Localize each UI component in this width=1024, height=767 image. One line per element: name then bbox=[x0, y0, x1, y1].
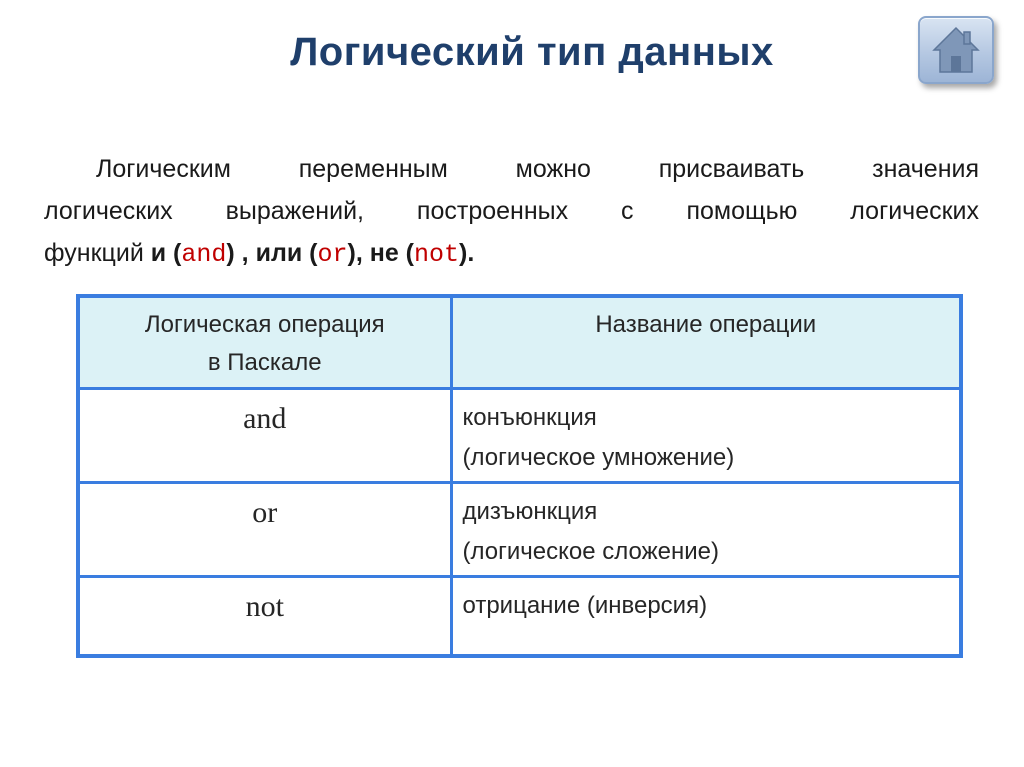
separator: , bbox=[234, 239, 256, 267]
intro-paragraph bbox=[44, 148, 979, 276]
table-row bbox=[80, 388, 959, 482]
header-operation-line1: Логическая операция bbox=[144, 311, 385, 338]
header-name-text: Название операции bbox=[595, 311, 817, 338]
operations-table bbox=[76, 294, 963, 658]
name-line: (логическое умножение) bbox=[462, 443, 735, 471]
name-line: (логическое сложение) bbox=[462, 537, 720, 565]
intro-line-1: Логическим переменным можно присваивать значения bbox=[96, 155, 979, 183]
home-icon bbox=[930, 24, 982, 76]
paren-close: ), bbox=[347, 239, 370, 267]
paren-close: ). bbox=[459, 239, 475, 267]
intro-text: функций bbox=[44, 239, 151, 267]
paren-open: ( bbox=[302, 239, 318, 267]
operation-cell: not bbox=[80, 576, 451, 654]
or-word: или bbox=[255, 239, 303, 267]
name-cell bbox=[451, 388, 959, 482]
not-code: not bbox=[414, 240, 460, 269]
intro-line-2: логических выражений, построенных с помощью логических bbox=[44, 197, 979, 225]
header-name bbox=[451, 298, 959, 388]
paren-close: ) bbox=[226, 239, 235, 267]
operation-cell: or bbox=[80, 482, 451, 576]
table-row bbox=[80, 576, 959, 654]
intro-line-3 bbox=[44, 232, 979, 276]
name-cell bbox=[451, 482, 959, 576]
not-word: не bbox=[369, 239, 399, 267]
name-line: конъюнкция bbox=[462, 403, 597, 431]
name-cell bbox=[451, 576, 959, 654]
name-line: дизъюнкция bbox=[462, 497, 598, 525]
table-header-row bbox=[80, 298, 959, 388]
table-row bbox=[80, 482, 959, 576]
paren-open: ( bbox=[398, 239, 415, 267]
home-button[interactable] bbox=[918, 16, 994, 84]
slide-title: Логический тип данных bbox=[290, 30, 774, 74]
and-word: и bbox=[150, 239, 167, 267]
paren-open: ( bbox=[166, 239, 182, 267]
or-code: or bbox=[317, 240, 348, 269]
header-operation-line2: в Паскале bbox=[207, 349, 322, 376]
and-code: and bbox=[181, 240, 227, 269]
header-operation bbox=[80, 298, 451, 388]
operation-cell: and bbox=[80, 388, 451, 482]
name-line: отрицание (инверсия) bbox=[462, 591, 708, 619]
